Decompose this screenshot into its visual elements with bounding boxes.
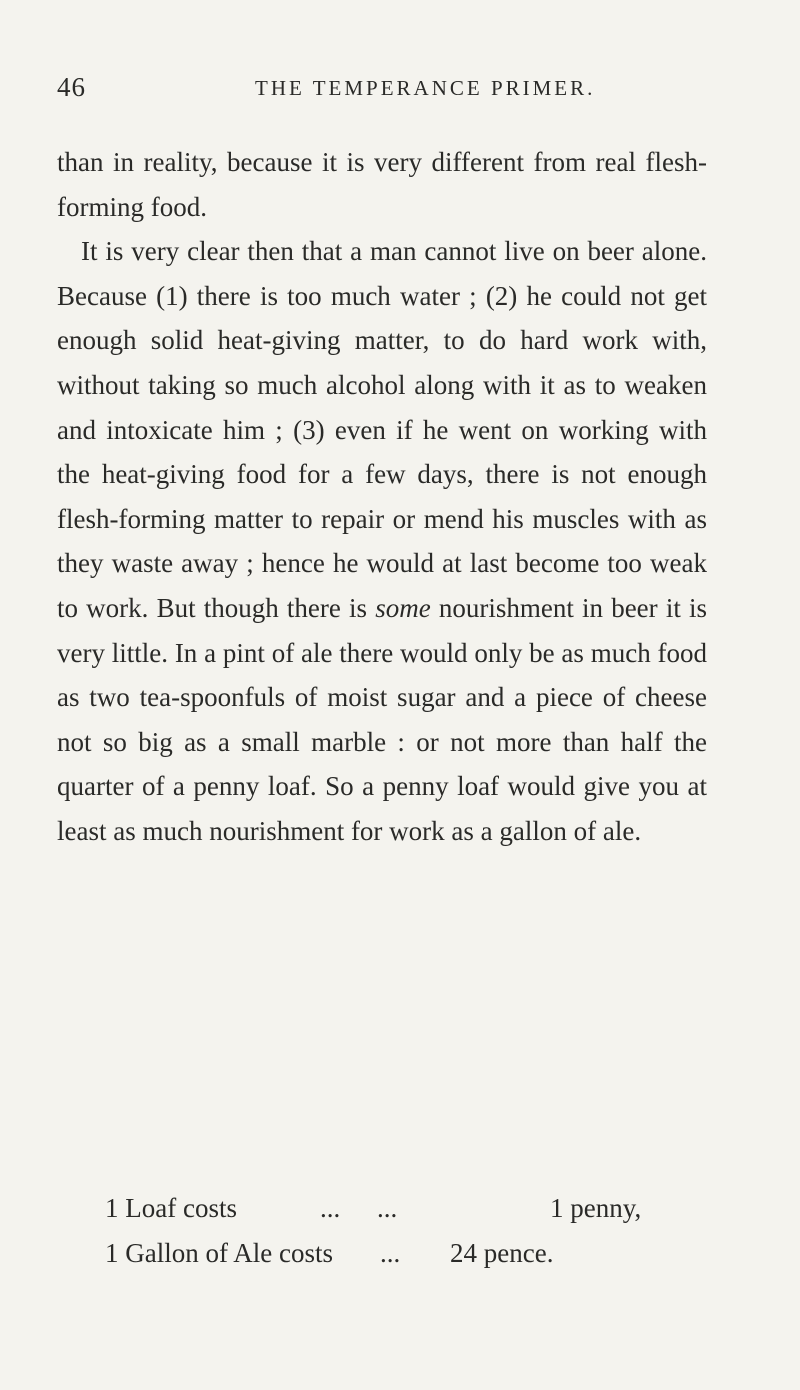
cost-row-ale — [105, 1231, 665, 1276]
cost-price: 24 pence. — [450, 1237, 554, 1268]
cost-row-loaf — [105, 1186, 665, 1231]
leader-dots: ... ... — [320, 1193, 398, 1223]
paragraph-continuation: than in reality, because it is very different from real flesh-forming food. — [57, 147, 707, 222]
page-number: 46 — [57, 72, 86, 102]
running-head — [57, 72, 707, 112]
cost-comparison — [105, 1186, 665, 1275]
cost-item: 1 Loaf costs — [105, 1193, 237, 1223]
paragraph-text-after-emphasis: nourishment in beer it is very little. In a pint of ale there would only be as much food as two tea-spoonfuls of moist sugar and a piece of cheese not so big as a small marble : or not more than half the quarter of a penny loaf. So a penny loaf would give you at least as much nourishment for work as a gallon of ale. — [57, 592, 707, 846]
cost-item: 1 Gallon of Ale costs — [105, 1237, 333, 1268]
emphasized-word: some — [375, 592, 431, 623]
running-title: THE TEMPERANCE PRIMER. — [255, 76, 596, 100]
cost-price: 1 penny, — [550, 1193, 642, 1223]
paragraph-beer-nourishment — [57, 229, 707, 853]
paragraph-text-before-emphasis: It is very clear then that a man cannot live on beer alone. Because (1) there is too much water ; (2) he could not get enough solid heat-giving matter, to do hard work with, without taking so much alcohol along with it as to weaken and intoxicate him ; (3) even if he went on working with the heat-giving food for a few days, there is not enough flesh-forming matter to repair or mend his muscles with as they waste away ; hence he would at last become too weak to work. But though there is — [57, 236, 707, 623]
leader-dots: ... — [380, 1237, 401, 1268]
body-text — [57, 140, 707, 854]
